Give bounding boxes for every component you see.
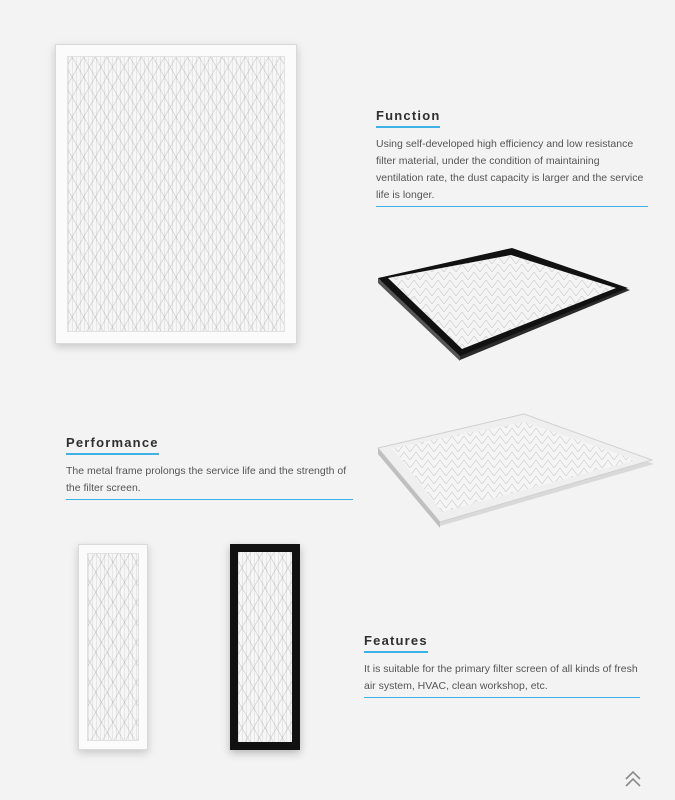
features-section bbox=[364, 632, 640, 698]
filter-image-black-angled bbox=[372, 248, 634, 366]
features-heading: Features bbox=[364, 633, 428, 653]
function-description: Using self-developed high efficiency and low resistance filter material, under the condition of maintaining ventilation rate, the dust capacity is larger and the service life is longer. bbox=[376, 136, 648, 207]
filter-image-white-angled bbox=[374, 412, 658, 530]
filter-image-narrow-black bbox=[230, 544, 300, 750]
features-description: It is suitable for the primary filter screen of all kinds of fresh air system, HVAC, clean workshop, etc. bbox=[364, 661, 640, 698]
filter-image-large bbox=[55, 44, 297, 344]
performance-section bbox=[66, 434, 353, 500]
performance-description: The metal frame prolongs the service life and the strength of the filter screen. bbox=[66, 463, 353, 500]
function-section bbox=[376, 107, 648, 207]
function-heading: Function bbox=[376, 108, 440, 128]
back-to-top-button[interactable] bbox=[621, 767, 645, 791]
filter-image-narrow-white bbox=[78, 544, 148, 750]
double-chevron-up-icon bbox=[621, 767, 645, 791]
performance-heading: Performance bbox=[66, 435, 159, 455]
